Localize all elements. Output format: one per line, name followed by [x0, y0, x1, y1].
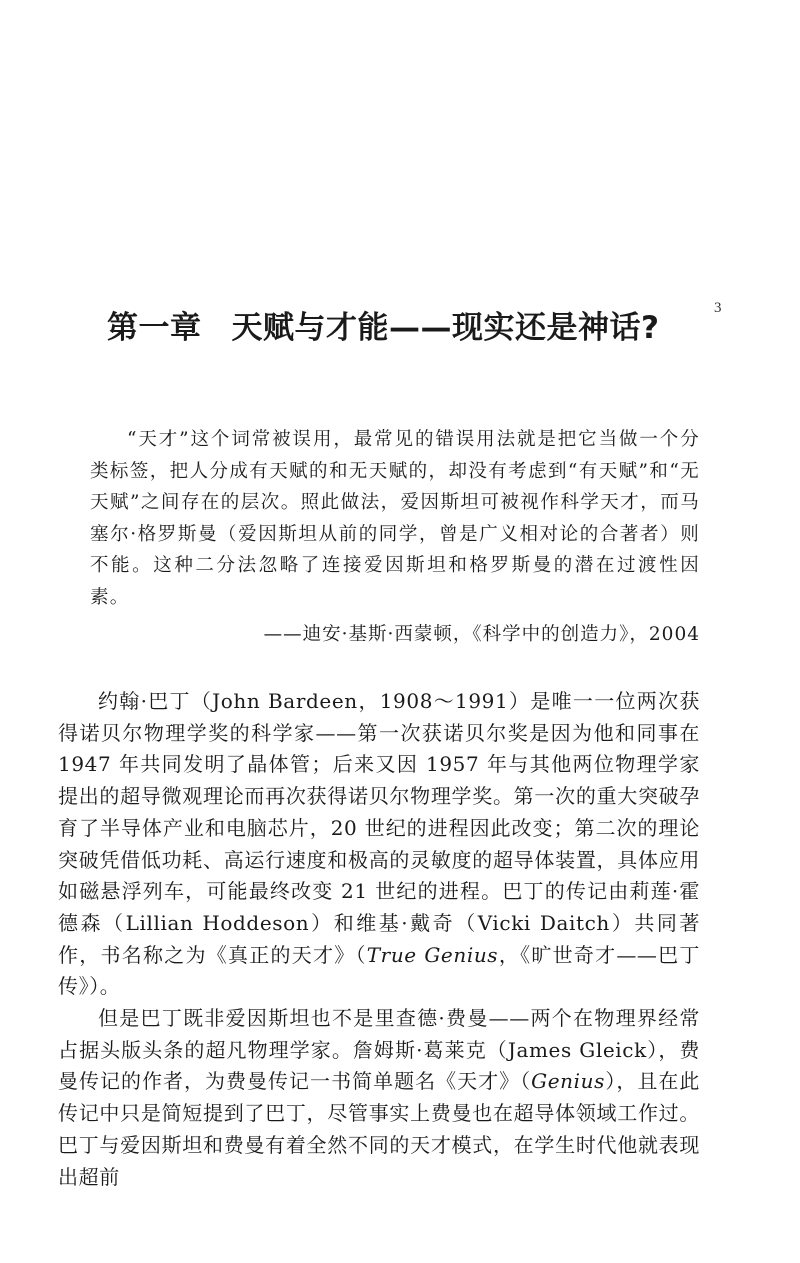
body-text: [58, 686, 700, 1193]
book-title-italic: Genius: [531, 1069, 605, 1094]
paragraph-text: ），且在此传记中只是简短提到了巴丁，尽管事实上费曼也在超导体领域工作过。巴丁与爱因斯坦和费曼有着全然不同的天才模式，在学生时代他就表现出超前: [58, 1069, 700, 1189]
paragraph-feynman: [58, 1003, 700, 1193]
paragraph-text: ，《旷世奇才——巴丁传》）。: [58, 942, 701, 999]
paragraph-bardeen: [58, 686, 700, 1003]
page-number: 3: [714, 300, 722, 316]
chapter-title: [107, 302, 707, 347]
paragraph-text: 但是巴丁既非爱因斯坦也不是里查德·费曼——两个在物理界经常占据头版头条的超凡物理学家。詹姆斯·葛莱克（James Gleick），费曼传记的作者，为费曼传记一书简单题名《天才》（: [58, 1006, 700, 1094]
paragraph-text: 约翰·巴丁（John Bardeen，1908～1991）是唯一一位两次获得诺贝尔物理学奖的科学家——第一次获诺贝尔奖是因为他和同事在 1947 年共同发明了晶体管；后来又因 1957 年与其他两位物理学家提出的超导微观理论而再次获得诺贝尔物理学奖。第一次的重大突破孕育了半导体产业和电脑芯片，20 世纪的进程因此改变；第二次的理论突破凭借低功耗、高运行速度和极高的灵敏度的超导体装置，具体应用如磁悬浮列车，可能最终改变 21 世纪的进程。巴丁的传记由莉莲·霍德森（Lillian Hoddeson）和维基·戴奇（Vicki Daitch）共同著作，书名称之为《真正的天才》（: [58, 689, 700, 967]
chapter-label: 第一章: [107, 310, 202, 346]
book-title-italic: True Genius: [366, 942, 499, 967]
chapter-title-text: 天赋与才能——现实还是神话?: [231, 310, 660, 346]
epigraph-quote: “天才”这个词常被误用，最常见的错误用法就是把它当做一个分类标签，把人分成有天赋的和无天赋的，却没有考虑到“有天赋”和“无天赋”之间存在的层次。照此做法，爱因斯坦可被视作科学天才，而马塞尔·格罗斯曼（爱因斯坦从前的同学，曾是广义相对论的合著者）则不能。这种二分法忽略了连接爱因斯坦和格罗斯曼的潜在过渡性因素。: [90, 429, 700, 608]
epigraph-attribution: ——迪安·基斯·西蒙顿，《科学中的创造力》，2004: [263, 624, 700, 645]
